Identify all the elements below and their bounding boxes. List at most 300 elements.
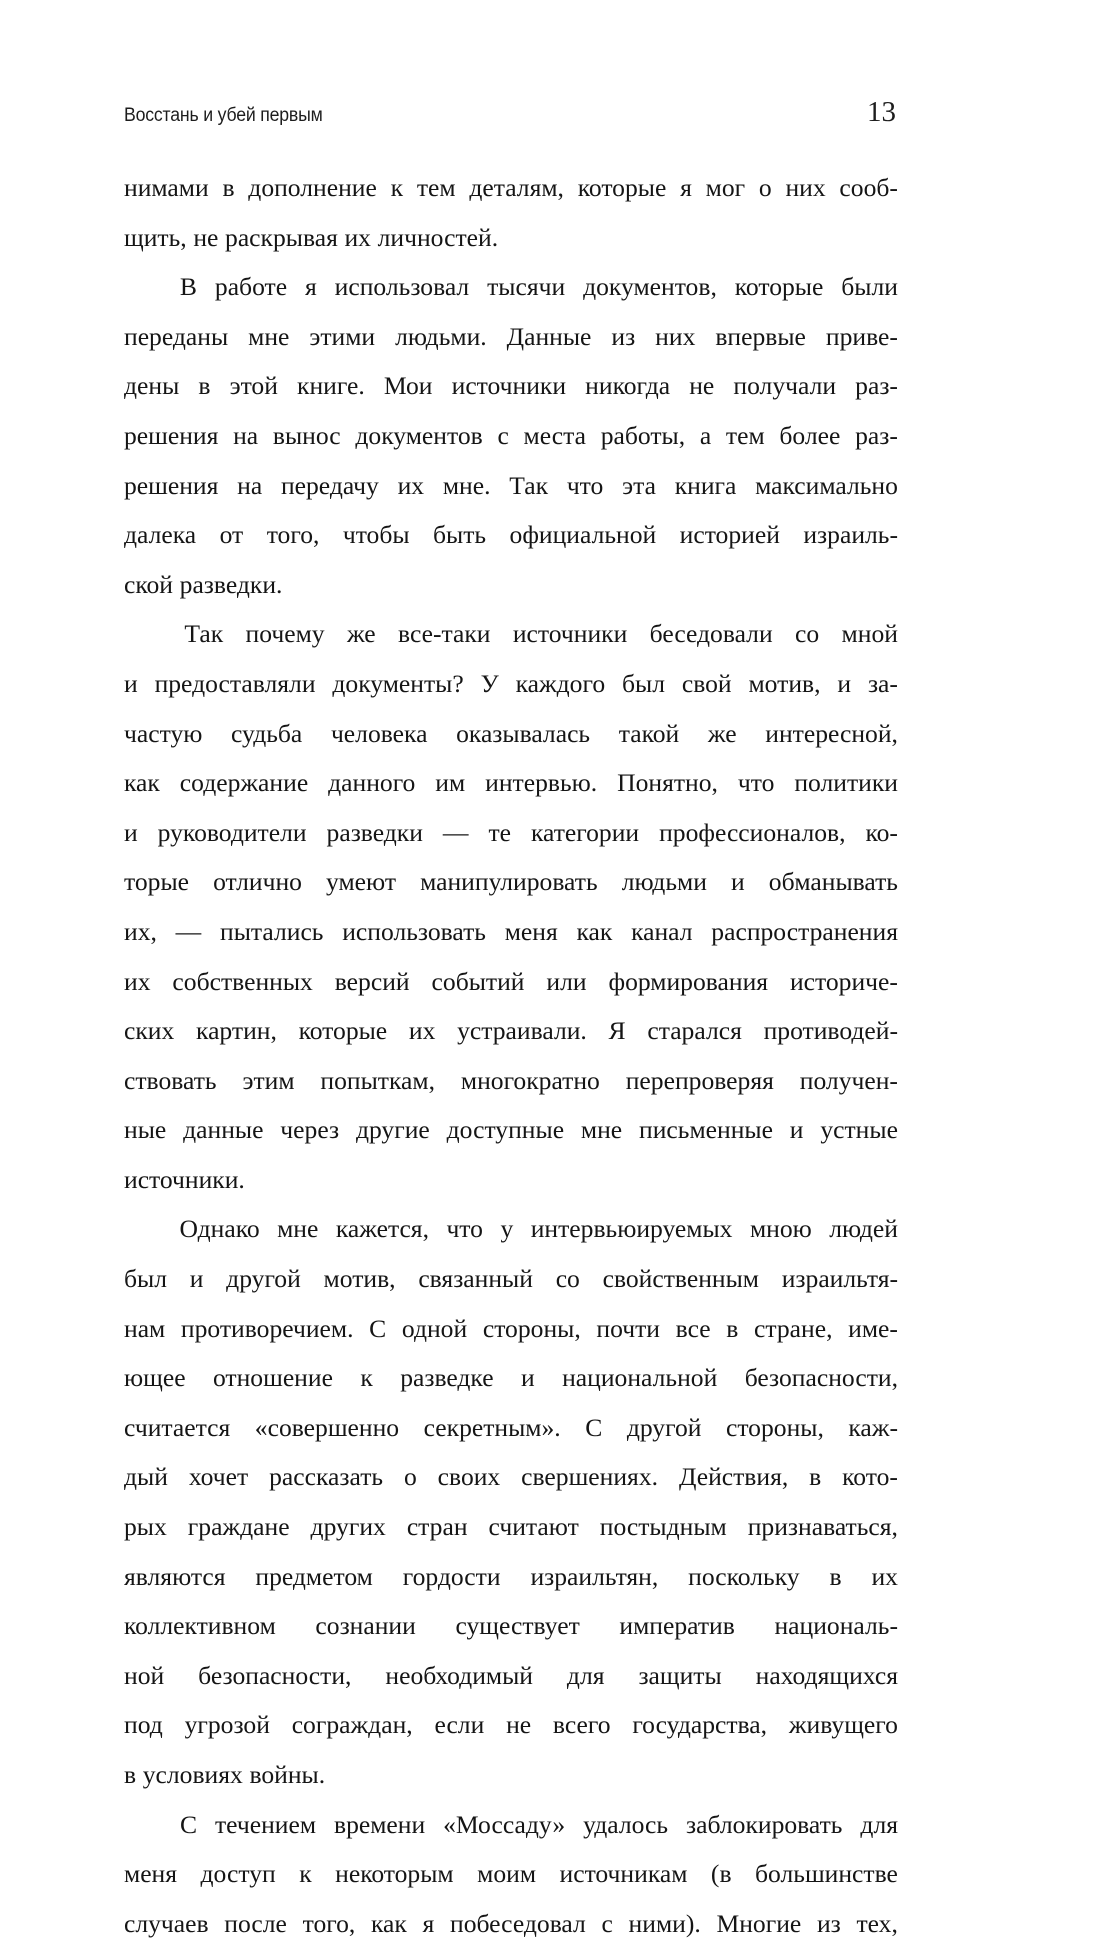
word: были [841, 272, 898, 302]
paragraph-indent [124, 262, 162, 312]
text-line [124, 1750, 898, 1800]
word: необходимый [385, 1660, 533, 1690]
word: С [179, 1809, 198, 1839]
text-line [124, 609, 898, 659]
word: умеют [326, 867, 397, 897]
word: эта [622, 470, 656, 500]
word: стране, [754, 1313, 833, 1343]
word: с [497, 420, 509, 450]
word: формирования [608, 966, 769, 996]
word: содержание [179, 768, 309, 798]
word: каждого [515, 668, 606, 698]
word: историей [679, 520, 780, 550]
word: являются [124, 1561, 226, 1591]
word: и [124, 817, 138, 847]
word: другие [355, 1115, 430, 1145]
word: всего [552, 1710, 611, 1740]
text-line [124, 957, 898, 1007]
word: те [488, 817, 511, 847]
text-line [124, 1056, 898, 1106]
word: собственных [172, 966, 313, 996]
word: человека [330, 718, 428, 748]
word: что [566, 470, 604, 500]
word: многократно [460, 1065, 600, 1095]
word: тем [416, 173, 456, 202]
word: удалось [583, 1809, 669, 1839]
word: отлично [213, 867, 302, 897]
word: что [737, 768, 775, 798]
word: с [601, 1908, 613, 1938]
word: ских [124, 1016, 175, 1046]
word: и [837, 668, 852, 698]
word: же [707, 718, 737, 748]
word: рых [124, 1512, 167, 1542]
word: ко- [865, 817, 898, 847]
text-line [124, 560, 898, 610]
word: интервьюируемых [530, 1214, 733, 1244]
word: «Моссаду» [443, 1809, 566, 1839]
text-line [124, 1105, 898, 1155]
word: людьми. [395, 321, 487, 351]
word: приве- [825, 321, 898, 351]
word: С [585, 1412, 603, 1442]
word: националь- [774, 1611, 898, 1641]
word: переданы [124, 321, 229, 351]
word: находящихся [755, 1660, 898, 1690]
word: для [860, 1809, 898, 1839]
word: безопасности, [198, 1660, 352, 1690]
word: документов [355, 420, 483, 450]
word: им [435, 768, 466, 798]
text-line [124, 1700, 898, 1750]
word: старался [647, 1016, 742, 1046]
word: случаев [124, 1908, 209, 1938]
word: использовать [342, 916, 486, 946]
word: использовал [334, 272, 470, 302]
word: их [408, 1016, 436, 1046]
word: письменные [639, 1115, 773, 1145]
word: и [189, 1264, 204, 1294]
word: на [233, 420, 259, 450]
word: что [446, 1214, 483, 1244]
word: и [789, 1115, 804, 1145]
word: далека [124, 520, 197, 550]
word: за- [867, 668, 898, 698]
text-line [124, 1899, 898, 1948]
word: тысячи [487, 272, 566, 302]
word: сооб- [839, 173, 898, 202]
word: оказывалась [456, 718, 591, 748]
word: израильтян, [530, 1561, 659, 1591]
word: тех, [856, 1908, 898, 1938]
word: попыткам, [320, 1065, 435, 1095]
word: С [369, 1313, 387, 1343]
word: и [124, 668, 138, 698]
word: политики [794, 768, 898, 798]
word: в [809, 1462, 822, 1492]
word: мне. [442, 470, 491, 500]
word: картин, [196, 1016, 277, 1046]
word: отношение [212, 1363, 333, 1393]
word: этой [229, 371, 278, 401]
word: условиях [142, 1760, 243, 1789]
word: торые [124, 867, 189, 897]
word: дополнение [248, 173, 377, 202]
word: документы? [332, 668, 464, 698]
text-line [124, 163, 898, 213]
text-line [124, 1403, 898, 1453]
word: каж- [848, 1412, 898, 1442]
word: противоречием. [180, 1313, 354, 1343]
word: и [521, 1363, 535, 1393]
running-head [124, 98, 896, 127]
word: мотив, [748, 668, 821, 698]
word: частую [124, 718, 203, 748]
word: устраивали. [457, 1016, 587, 1046]
word: доступные [446, 1115, 565, 1145]
word: противодей- [763, 1016, 898, 1046]
word: после [224, 1908, 287, 1938]
word: (в [710, 1859, 732, 1889]
word: них [655, 321, 696, 351]
word: стороны, [482, 1313, 581, 1343]
paragraph-indent [124, 1800, 162, 1850]
word: беседовали [649, 619, 773, 649]
word: граждане [187, 1512, 290, 1542]
word: места [523, 420, 586, 450]
word: нам [124, 1313, 166, 1343]
word: почему [245, 619, 325, 649]
word: предметом [255, 1561, 373, 1591]
word: коллективном [124, 1611, 276, 1641]
word: которые [577, 173, 667, 202]
word: кото- [842, 1462, 898, 1492]
text-line [124, 1006, 898, 1056]
word: был [622, 668, 665, 698]
word: других [310, 1512, 386, 1542]
word: Однако [179, 1214, 260, 1244]
word: мог [705, 173, 746, 202]
text-line [124, 1651, 898, 1701]
word: признаваться, [747, 1512, 898, 1542]
word: из [611, 321, 636, 351]
word: угрозой [184, 1710, 270, 1740]
word: а [699, 420, 712, 450]
text-line [124, 808, 898, 858]
text-line [124, 907, 898, 957]
word: разведки [326, 817, 423, 847]
word: их [124, 966, 151, 996]
text-line [124, 411, 898, 461]
word: в [829, 1561, 842, 1591]
word: источники [512, 619, 628, 649]
word: предоставляли [154, 668, 316, 698]
word: Многие [716, 1908, 802, 1938]
word: гордости [402, 1561, 501, 1591]
word: документов, [583, 272, 717, 302]
word: одной [401, 1313, 468, 1343]
word: ними). [628, 1908, 701, 1938]
word: более [779, 420, 841, 450]
text-line [124, 1502, 898, 1552]
word: щить, [124, 222, 187, 252]
word: Так [184, 619, 224, 649]
text-line [124, 312, 898, 362]
word: книга [674, 470, 737, 500]
word: если [434, 1710, 485, 1740]
word: большинстве [755, 1859, 898, 1889]
word: данного [328, 768, 416, 798]
word: впервые [715, 321, 806, 351]
word: разведки. [179, 569, 283, 599]
word: израильтя- [781, 1264, 898, 1294]
word: почти [596, 1313, 660, 1343]
word: быть [433, 520, 487, 550]
word: име- [848, 1313, 898, 1343]
word: к [299, 1859, 312, 1889]
word: государства, [632, 1710, 768, 1740]
word: мной [841, 619, 898, 649]
text-line [124, 361, 898, 411]
text-line [124, 758, 898, 808]
word: поскольку [688, 1561, 800, 1591]
word: ной [124, 1660, 165, 1690]
word: считают [488, 1512, 579, 1542]
word: источники [451, 371, 567, 401]
word: ющее [124, 1363, 186, 1393]
word: Действия, [678, 1462, 789, 1492]
word: в [222, 173, 235, 202]
word: У [480, 668, 499, 698]
word: такой [618, 718, 680, 748]
word: о [758, 173, 772, 202]
word: императив [619, 1611, 735, 1641]
word: личностей. [377, 222, 499, 252]
word: того, [302, 1908, 356, 1938]
word: версий [334, 966, 410, 996]
word: же [346, 619, 376, 649]
word: официальной [509, 520, 657, 550]
text-line [124, 1204, 898, 1254]
word: у [500, 1214, 514, 1244]
paragraph [124, 1204, 898, 1799]
word: к [360, 1363, 373, 1393]
word: интервью. [485, 768, 598, 798]
word: их, [124, 916, 157, 946]
text-line [124, 1800, 898, 1850]
word: «совершенно [254, 1412, 400, 1442]
word: мне [277, 1214, 319, 1244]
word: к [390, 173, 404, 202]
word: не [506, 1710, 532, 1740]
word: никогда [585, 371, 671, 401]
word: на [237, 470, 263, 500]
text-line [124, 1304, 898, 1354]
word: устные [820, 1115, 898, 1145]
word: другой [626, 1412, 702, 1442]
word: существует [455, 1611, 580, 1641]
word: побеседовал [450, 1908, 586, 1938]
word: моим [477, 1859, 537, 1889]
word: их [344, 222, 371, 252]
word: данные [183, 1115, 264, 1145]
word: рассказать [269, 1462, 384, 1492]
text-line [124, 709, 898, 759]
word: как [371, 1908, 407, 1938]
word: кажется, [335, 1214, 429, 1244]
word: работе [214, 272, 288, 302]
word: секретным». [423, 1412, 561, 1442]
word: мною [749, 1214, 812, 1244]
word: которые [298, 1016, 388, 1046]
word: постыдным [599, 1512, 727, 1542]
word: меня [504, 916, 558, 946]
word: я [680, 173, 692, 202]
word: для [566, 1660, 605, 1690]
word: мне [248, 321, 290, 351]
word: получали [733, 371, 837, 401]
word: передачу [280, 470, 379, 500]
body-text [124, 163, 898, 1948]
word: людей [829, 1214, 898, 1244]
word: руководители [157, 817, 307, 847]
word: ные [124, 1115, 167, 1145]
word: мотив, [323, 1264, 396, 1294]
word: безопасности, [744, 1363, 898, 1393]
word: все-таки [398, 619, 491, 649]
text-line [124, 1552, 898, 1602]
word: со [555, 1264, 580, 1294]
text-line [124, 857, 898, 907]
paragraph [124, 262, 898, 609]
word: от [219, 520, 244, 550]
page-number: 13 [867, 96, 896, 128]
word: источники. [124, 1164, 245, 1194]
word: Мои [383, 371, 433, 401]
word: раз- [855, 420, 898, 450]
word: со [795, 619, 820, 649]
word: распространения [711, 916, 898, 946]
word: получен- [799, 1065, 898, 1095]
word: чтобы [342, 520, 410, 550]
text-line [124, 659, 898, 709]
word: стран [406, 1512, 468, 1542]
word: их [871, 1561, 898, 1591]
word: решения [124, 470, 219, 500]
word: в [198, 371, 211, 401]
word: доступ [200, 1859, 276, 1889]
word: интересной, [765, 718, 898, 748]
word: некоторым [335, 1859, 454, 1889]
word: В [179, 272, 197, 302]
word: дены [124, 371, 180, 401]
word: сознании [315, 1611, 416, 1641]
word: как [576, 916, 613, 946]
word: — [442, 817, 469, 847]
word: них [785, 173, 826, 202]
word: все [675, 1313, 711, 1343]
word: национальной [562, 1363, 718, 1393]
word: пытались [220, 916, 324, 946]
word: Понятно, [617, 768, 718, 798]
word: или [546, 966, 587, 996]
text-line [124, 1254, 898, 1304]
word: я [422, 1908, 435, 1938]
word: манипулировать [420, 867, 598, 897]
word: Я [608, 1016, 626, 1046]
word: другой [226, 1264, 301, 1294]
word: времени [333, 1809, 426, 1839]
paragraph-indent [124, 609, 162, 659]
word: в [726, 1313, 739, 1343]
word: событий [431, 966, 525, 996]
word: канал [631, 916, 693, 946]
word: деталям, [469, 173, 564, 202]
word: из [816, 1908, 841, 1938]
word: свершениях. [521, 1462, 659, 1492]
word: связанный [418, 1264, 533, 1294]
word: раз- [855, 371, 898, 401]
paragraph [124, 609, 898, 1204]
text-line [124, 1601, 898, 1651]
text-line [124, 461, 898, 511]
word: историче- [789, 966, 898, 996]
word: перепроверяя [625, 1065, 774, 1095]
word: обманывать [768, 867, 898, 897]
word: раскрывая [225, 222, 338, 252]
running-head-title: Восстань и убей первым [124, 105, 323, 126]
word: меня [124, 1859, 178, 1889]
paragraph [124, 163, 898, 262]
word: сограждан, [291, 1710, 413, 1740]
word: как [124, 768, 160, 798]
word: этим [242, 1065, 295, 1095]
word: мне [580, 1115, 623, 1145]
word: Данные [506, 321, 592, 351]
text-line [124, 1849, 898, 1899]
paragraph [124, 1800, 898, 1948]
word: категории [530, 817, 640, 847]
word: через [280, 1115, 340, 1145]
word: — [175, 916, 202, 946]
word: работы, [600, 420, 686, 450]
word: разведке [400, 1363, 494, 1393]
word: ствовать [124, 1065, 217, 1095]
word: дый [124, 1462, 168, 1492]
word: которые [734, 272, 824, 302]
word: о [403, 1462, 417, 1492]
word: и [731, 867, 745, 897]
word: тем [725, 420, 765, 450]
word: их [397, 470, 425, 500]
word: судьба [231, 718, 303, 748]
word: вынос [272, 420, 341, 450]
text-line [124, 510, 898, 560]
word: ской [124, 569, 173, 599]
word: был [124, 1264, 167, 1294]
word: профессионалов, [659, 817, 846, 847]
word: свой [681, 668, 732, 698]
word: под [124, 1710, 163, 1740]
word: стороны, [725, 1412, 824, 1442]
paragraph-indent [124, 1204, 162, 1254]
word: того, [266, 520, 320, 550]
word: людьми [621, 867, 707, 897]
word: нимами [124, 173, 209, 202]
word: источникам [559, 1859, 688, 1889]
text-line [124, 1155, 898, 1205]
text-line [124, 1452, 898, 1502]
